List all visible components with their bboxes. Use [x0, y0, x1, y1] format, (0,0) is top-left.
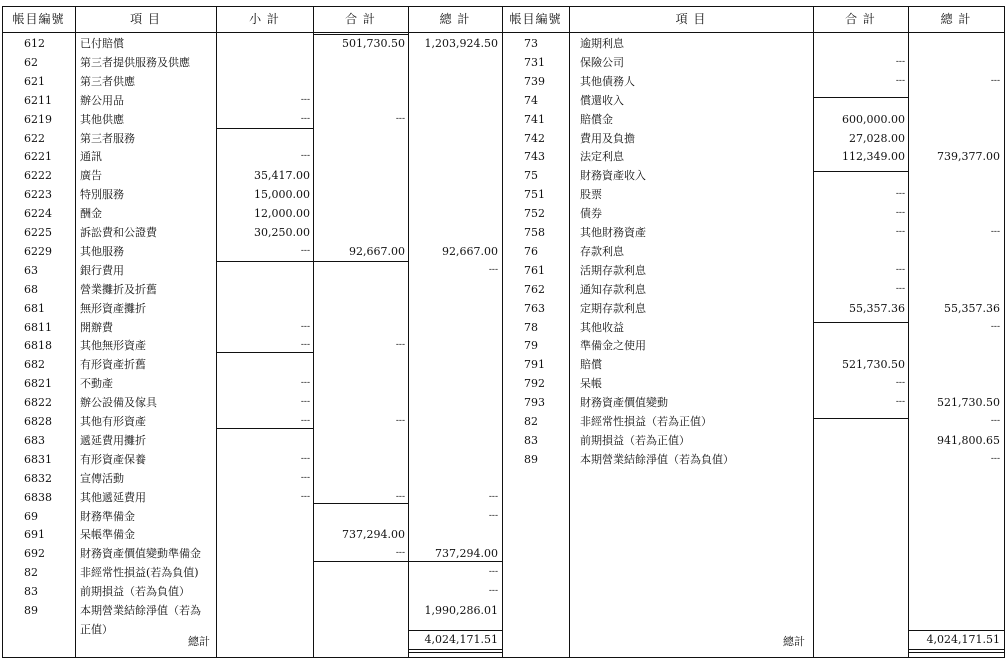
row-item: 償還收入 [580, 93, 624, 107]
row-item: 存款利息 [580, 244, 624, 258]
row-subtotal: --- [300, 491, 310, 502]
row-total [408, 147, 498, 166]
header-total-right: 總 計 [940, 12, 972, 26]
row-code: 69 [24, 509, 38, 523]
subtotal-rule [313, 561, 408, 562]
row-sum [313, 563, 405, 582]
row-code: 6223 [24, 188, 52, 202]
row-item: 賠償 [580, 358, 602, 372]
row-item: 已付賠償 [80, 37, 124, 50]
row-item: 定期存款利息 [580, 301, 646, 315]
row-item: 有形資產折舊 [80, 358, 146, 372]
row-subtotal [216, 620, 310, 639]
row-subtotal [216, 544, 310, 563]
row-item: 股票 [580, 188, 602, 202]
row-total: --- [488, 510, 498, 521]
row-sum [813, 412, 905, 431]
row-code: 6211 [24, 93, 52, 107]
row-total [408, 299, 498, 318]
row-item: 正值） [80, 622, 113, 636]
row-item: 其他收益 [580, 320, 624, 334]
row-sum [813, 336, 905, 355]
row-item: 本期營業結餘淨值（若為 [80, 604, 201, 617]
row-item: 其他債務人 [580, 74, 635, 88]
row-total [908, 355, 1000, 374]
row-total [408, 204, 498, 223]
row-item: 銀行費用 [80, 263, 124, 277]
row-sum [313, 280, 405, 299]
row-code: 683 [24, 433, 45, 447]
row-total: 1,203,924.50 [424, 37, 498, 50]
row-subtotal: --- [300, 245, 310, 256]
col-line [75, 6, 76, 658]
row-sum: --- [395, 491, 405, 502]
total-rule [908, 630, 1004, 631]
row-code: 6838 [24, 490, 52, 504]
row-sum: --- [895, 283, 905, 294]
row-sum [313, 147, 405, 166]
subtotal-rule [813, 322, 908, 323]
row-item: 辦公設備及傢具 [80, 396, 157, 410]
row-sum: --- [895, 56, 905, 67]
row-code: 82 [524, 415, 538, 428]
row-subtotal: --- [300, 113, 310, 124]
row-code: 6818 [24, 339, 52, 353]
row-code: 731 [524, 55, 545, 69]
row-total [408, 431, 498, 450]
row-item: 其他有形資產 [80, 415, 146, 428]
row-sum: --- [895, 75, 905, 86]
row-item: 費用及負擔 [580, 131, 635, 145]
left-grand-total: 4,024,171.51 [424, 633, 498, 646]
row-code: 73 [524, 37, 538, 50]
ledger-sheet [2, 6, 1005, 658]
row-total: 941,800.65 [937, 433, 1000, 447]
row-subtotal [216, 280, 310, 299]
row-item: 財務資產價值變動準備金 [80, 547, 201, 561]
row-sum [313, 507, 405, 526]
row-total: --- [990, 321, 1000, 332]
subtotal-rule [313, 503, 408, 504]
row-sum: --- [895, 208, 905, 219]
row-sum: --- [895, 227, 905, 237]
row-sum: 521,730.50 [842, 358, 905, 372]
row-total [908, 242, 1000, 261]
row-item: 其他供應 [80, 112, 124, 126]
row-item: 本期營業結餘淨值（若為負值） [580, 452, 734, 466]
row-item: 不動產 [80, 377, 113, 391]
row-total [908, 336, 1000, 355]
row-total [908, 204, 1000, 223]
row-total [408, 223, 498, 242]
row-code: 6811 [24, 320, 52, 334]
row-sum: 112,349.00 [842, 150, 905, 164]
row-code: 78 [524, 320, 538, 334]
row-subtotal: --- [300, 453, 310, 464]
row-total [408, 336, 498, 355]
row-sum [313, 355, 405, 374]
row-sum [813, 166, 905, 185]
row-total: 737,294.00 [435, 547, 498, 561]
row-subtotal [216, 355, 310, 374]
row-sum [313, 91, 405, 110]
row-code: 75 [524, 169, 538, 183]
row-item: 廣告 [80, 169, 102, 183]
row-sum [813, 91, 905, 110]
row-item: 財務資產價值變動 [580, 396, 668, 410]
row-sum: --- [895, 264, 905, 275]
row-code: 622 [24, 131, 45, 145]
row-sum [813, 431, 905, 450]
col-line [1004, 6, 1005, 658]
row-sum [313, 393, 405, 412]
total-rule [408, 649, 502, 650]
row-total: --- [488, 586, 498, 597]
row-item: 第三者服務 [80, 131, 135, 145]
row-total [408, 393, 498, 412]
row-total [408, 91, 498, 110]
row-sum: --- [895, 397, 905, 408]
row-code: 758 [524, 226, 545, 239]
row-code: 6229 [24, 244, 52, 258]
row-item: 法定利息 [580, 150, 624, 164]
row-subtotal: 35,417.00 [254, 169, 310, 183]
row-total [408, 525, 498, 544]
row-sum [313, 223, 405, 242]
row-total: --- [990, 453, 1000, 464]
row-subtotal: 12,000.00 [254, 207, 310, 221]
row-item: 呆帳準備金 [80, 528, 135, 542]
row-item: 通訊 [80, 150, 102, 164]
row-code: 74 [524, 93, 538, 107]
row-sum: --- [395, 548, 405, 559]
row-code: 682 [24, 358, 45, 372]
row-subtotal: --- [300, 151, 310, 162]
row-total [408, 318, 498, 337]
row-code: 82 [24, 566, 38, 580]
row-code: 6224 [24, 207, 52, 221]
row-code: 6822 [24, 396, 52, 410]
row-item: 酬金 [80, 207, 102, 221]
row-subtotal [216, 53, 310, 72]
row-total [408, 53, 498, 72]
row-code: 62 [24, 55, 38, 69]
row-subtotal [216, 525, 310, 544]
row-item: 其他財務資產 [580, 226, 646, 239]
row-subtotal: --- [300, 397, 310, 408]
col-line [2, 6, 3, 658]
row-item: 其他無形資產 [80, 339, 146, 353]
row-item: 第三者供應 [80, 74, 135, 88]
row-total [408, 72, 498, 91]
row-item: 營業攤折及折舊 [80, 282, 157, 296]
row-item: 前期損益（若為負值） [80, 585, 190, 599]
right-grand-total: 4,024,171.51 [926, 633, 1000, 646]
row-total [408, 374, 498, 393]
row-code: 792 [524, 377, 545, 391]
row-item: 遞延費用攤折 [80, 433, 146, 447]
row-code: 76 [524, 244, 538, 258]
row-sum: --- [395, 113, 405, 124]
subtotal-rule [408, 561, 502, 562]
row-code: 752 [524, 207, 545, 221]
total-rule [408, 630, 502, 631]
row-total: --- [488, 491, 498, 502]
row-sum [313, 374, 405, 393]
row-sum [313, 185, 405, 204]
right-total-label: 總計 [783, 635, 805, 648]
row-item: 有形資產保養 [80, 452, 146, 466]
row-code: 742 [524, 131, 545, 145]
row-code: 621 [24, 74, 45, 88]
header-divider [2, 32, 1005, 33]
row-sum [813, 318, 905, 337]
row-total: --- [488, 567, 498, 578]
header-code-right: 帳目編號 [509, 12, 562, 26]
row-code: 79 [524, 339, 538, 353]
row-sum [813, 450, 905, 469]
row-subtotal [216, 129, 310, 148]
total-rule [908, 649, 1004, 650]
subtotal-rule [216, 352, 313, 353]
row-total [908, 280, 1000, 299]
row-item: 逾期利息 [580, 37, 624, 50]
row-code: 681 [24, 301, 45, 315]
total-double-rule [408, 652, 502, 653]
row-subtotal [216, 507, 310, 526]
row-subtotal [216, 261, 310, 280]
header-code: 帳目編號 [12, 12, 65, 26]
row-subtotal [216, 601, 310, 620]
row-item: 非經常性損益(若為負值) [80, 566, 199, 580]
subtotal-rule [313, 34, 408, 35]
row-code [24, 620, 74, 639]
row-item: 第三者提供服務及供應 [80, 55, 190, 69]
row-item: 活期存款利息 [580, 263, 646, 277]
subtotal-rule [813, 418, 908, 419]
row-subtotal: --- [300, 378, 310, 389]
row-subtotal: --- [300, 94, 310, 105]
row-total [908, 166, 1000, 185]
subtotal-rule [216, 128, 313, 129]
row-sum [313, 450, 405, 469]
row-code: 741 [524, 112, 545, 126]
row-subtotal [216, 299, 310, 318]
row-code: 63 [24, 263, 38, 277]
row-sum: --- [895, 378, 905, 389]
row-code: 761 [524, 263, 545, 277]
row-item: 債券 [580, 207, 602, 221]
header-sum: 合 計 [345, 12, 376, 26]
row-code: 89 [24, 604, 38, 617]
subtotal-rule [813, 171, 908, 172]
row-total [408, 412, 498, 431]
row-item: 財務準備金 [80, 509, 135, 523]
row-item: 開辦費 [80, 320, 113, 334]
left-total-label: 總計 [188, 635, 210, 648]
row-total [908, 34, 1000, 53]
row-total [908, 129, 1000, 148]
row-item: 賠償金 [580, 112, 613, 126]
row-code: 89 [524, 452, 538, 466]
row-sum [313, 166, 405, 185]
row-total [908, 110, 1000, 129]
subtotal-rule [216, 428, 313, 429]
row-sum [313, 431, 405, 450]
row-total: 1,990,286.01 [424, 604, 498, 617]
row-code: 691 [24, 528, 45, 542]
row-code: 6831 [24, 452, 52, 466]
row-code: 6225 [24, 226, 52, 239]
row-item: 呆帳 [580, 377, 602, 391]
row-total [908, 374, 1000, 393]
row-sum [313, 620, 405, 639]
row-total [408, 166, 498, 185]
row-subtotal [216, 582, 310, 601]
row-total [408, 355, 498, 374]
row-subtotal: --- [300, 321, 310, 332]
bottom-border [2, 657, 1005, 658]
row-code: 6222 [24, 169, 52, 183]
row-total: 55,357.36 [944, 301, 1000, 315]
row-total [908, 53, 1000, 72]
row-code: 6832 [24, 471, 52, 485]
row-total: --- [488, 264, 498, 275]
row-sum: 92,667.00 [349, 244, 405, 258]
row-item: 其他服務 [80, 244, 124, 258]
header-total: 總 計 [439, 12, 471, 26]
row-item: 準備金之使用 [580, 339, 646, 353]
subtotal-rule [813, 97, 908, 98]
header-item-right: 項 目 [675, 12, 707, 26]
row-sum: 55,357.36 [849, 301, 905, 315]
row-total [908, 261, 1000, 280]
row-subtotal: --- [300, 416, 310, 426]
row-code: 68 [24, 282, 38, 296]
row-subtotal [216, 34, 310, 53]
subtotal-rule [216, 261, 313, 262]
row-total: --- [990, 416, 1000, 426]
row-total [408, 185, 498, 204]
row-sum: 737,294.00 [342, 528, 405, 542]
row-item: 通知存款利息 [580, 282, 646, 296]
row-sum: 27,028.00 [849, 131, 905, 145]
row-total [908, 91, 1000, 110]
header-sum-right: 合 計 [845, 12, 876, 26]
row-total [408, 129, 498, 148]
row-sum [313, 204, 405, 223]
row-sum [313, 299, 405, 318]
row-sum: --- [895, 189, 905, 200]
row-sum [813, 34, 905, 53]
col-line [569, 6, 570, 658]
row-total: 92,667.00 [442, 244, 498, 258]
row-subtotal: --- [300, 340, 310, 351]
row-code: 751 [524, 188, 545, 202]
col-line [502, 6, 503, 658]
row-code: 763 [524, 301, 545, 315]
row-total: --- [990, 75, 1000, 86]
row-sum: --- [395, 416, 405, 426]
row-code: 739 [524, 74, 545, 88]
row-sum [313, 261, 405, 280]
row-item: 辦公用品 [80, 93, 124, 107]
row-subtotal: --- [300, 472, 310, 483]
row-code: 6221 [24, 150, 52, 164]
row-code: 692 [24, 547, 45, 561]
row-item: 宣傳活動 [80, 471, 124, 485]
row-sum [313, 72, 405, 91]
row-sum [313, 469, 405, 488]
row-code: 83 [524, 433, 538, 447]
row-item: 保險公司 [580, 55, 624, 69]
row-sum: 600,000.00 [842, 112, 905, 126]
row-subtotal [216, 72, 310, 91]
row-item: 其他遞延費用 [80, 490, 146, 504]
row-sum: 501,730.50 [342, 37, 405, 50]
row-code: 6219 [24, 112, 52, 126]
row-item: 前期損益（若為正值） [580, 433, 690, 447]
row-sum [313, 53, 405, 72]
row-subtotal [216, 431, 310, 450]
row-total: 739,377.00 [937, 150, 1000, 164]
row-code: 793 [524, 396, 545, 410]
row-total [408, 450, 498, 469]
row-code: 612 [24, 37, 45, 50]
row-subtotal: 15,000.00 [254, 188, 310, 202]
subtotal-rule [313, 261, 408, 262]
row-total: --- [990, 227, 1000, 237]
row-total [908, 185, 1000, 204]
row-sum [313, 601, 405, 620]
row-code: 762 [524, 282, 545, 296]
row-subtotal: 30,250.00 [254, 226, 310, 239]
row-code: 83 [24, 585, 38, 599]
total-double-rule [908, 652, 1004, 653]
header-item: 項 目 [130, 12, 161, 26]
row-sum [813, 242, 905, 261]
row-item: 非經常性損益（若為正值） [580, 415, 712, 428]
row-item: 訴訟費和公證費 [80, 226, 157, 239]
row-total [408, 110, 498, 129]
row-sum [313, 582, 405, 601]
row-sum [313, 318, 405, 337]
row-code: 6828 [24, 415, 52, 428]
row-code: 6821 [24, 377, 52, 391]
row-total: 521,730.50 [937, 396, 1000, 410]
row-sum [313, 129, 405, 148]
row-code: 743 [524, 150, 545, 164]
header-subtotal: 小 計 [249, 12, 280, 26]
row-total [408, 280, 498, 299]
row-total [408, 469, 498, 488]
row-item: 無形資產攤折 [80, 301, 146, 315]
row-sum: --- [395, 340, 405, 351]
row-item: 特別服務 [80, 188, 124, 202]
row-code: 791 [524, 358, 545, 372]
row-subtotal [216, 563, 310, 582]
row-item: 財務資產收入 [580, 169, 646, 183]
